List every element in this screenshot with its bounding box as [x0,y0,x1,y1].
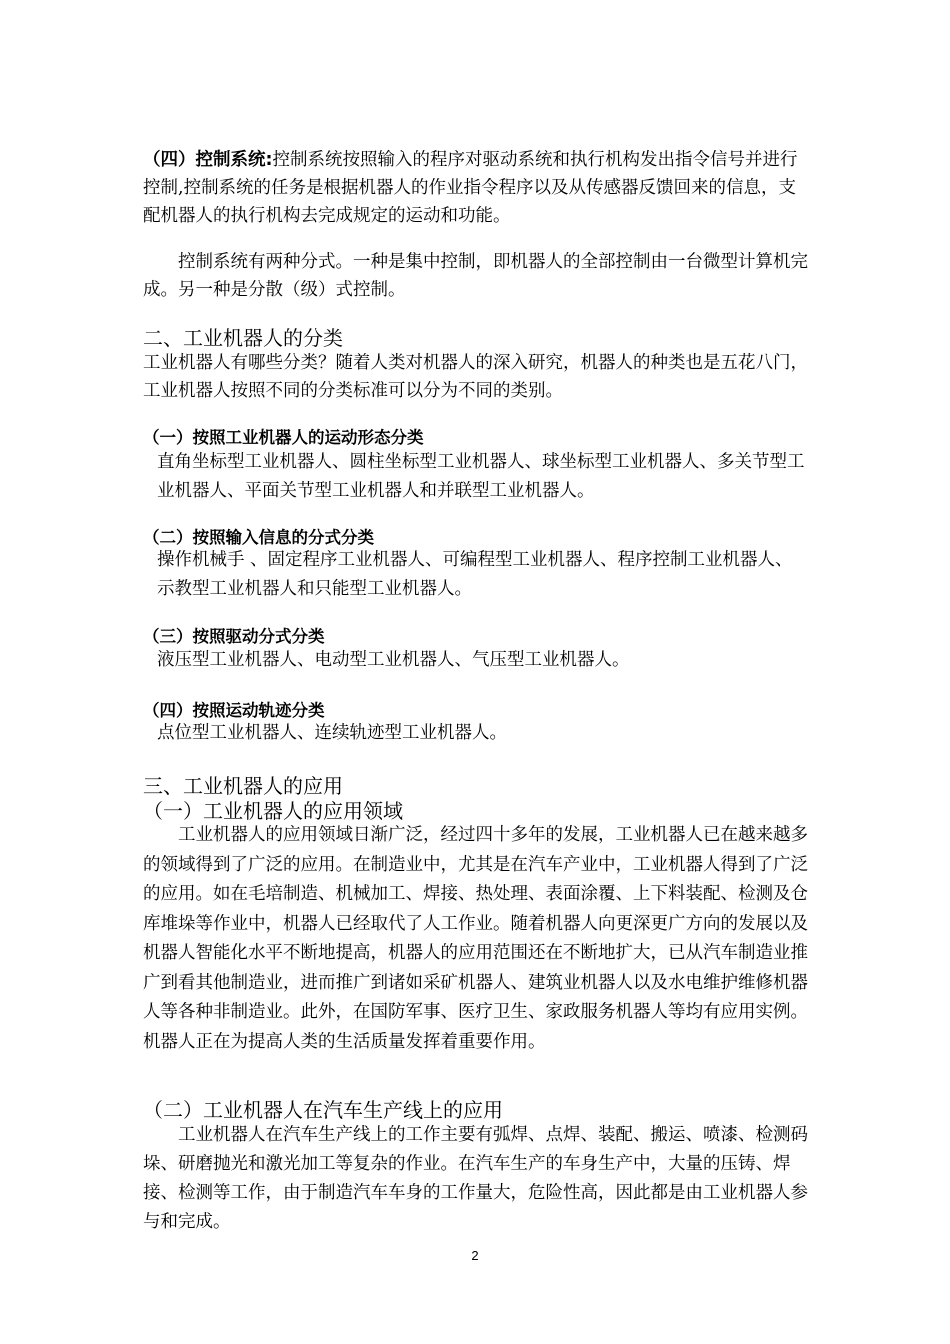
application-auto-title: （二）工业机器人在汽车生产线上的应用 [143,1098,503,1122]
section-title: （三）按照驱动分式分类 [143,627,325,646]
section-text: 直角坐标型工业机器人、圆柱坐标型工业机器人、球坐标型工业机器人、多关节型工业机器人、平面关节型工业机器人和并联型工业机器人。 [157,452,805,501]
application-fields-title: （一）工业机器人的应用领域 [143,799,403,823]
section-title: （二）按照输入信息的分式分类 [143,528,374,547]
control-modes-text: 控制系统有两种分式。一种是集中控制，即机器人的全部控制由一台微型计算机完成。另一种是分散（级）式控制。 [143,252,808,300]
control-system-label: （四）控制系统: [143,150,273,170]
section-title: （四）按照运动轨迹分类 [143,701,325,720]
section-text: 液压型工业机器人、电动型工业机器人、气压型工业机器人。 [157,650,630,670]
control-system-text: 控制系统按照输入的程序对驱动系统和执行机构发出指令信号并进行控制,控制系统的任务是根据机器人的作业指令程序以及从传感器反馈回来的信息，支配机器人的执行机构去完成规定的运动和功能。 [143,150,798,226]
section-text: 点位型工业机器人、连续轨迹型工业机器人。 [157,723,507,743]
application-heading: 三、工业机器人的应用 [143,774,343,798]
page-number: 2 [471,1248,479,1263]
section-title: （一）按照工业机器人的运动形态分类 [143,428,424,447]
classification-intro-text: 工业机器人有哪些分类？随着人类对机器人的深入研究，机器人的种类也是五花八门，工业机器人按照不同的分类标准可以分为不同的类别。 [143,353,808,401]
application-fields-text: 工业机器人的应用领域日渐广泛，经过四十多年的发展，工业机器人已在越来越多的领域得到了广泛的应用。在制造业中，尤其是在汽车产业中，工业机器人得到了广泛的应用。如在毛培制造、机械加工、焊接、热处理、表面涂覆、上下料装配、检测及仓库堆垛等作业中，机器人已经取代了人工作业。随着机器人向更深更广方向的发展以及机器人智能化水平不断地提高，机器人的应用范围还在不断地扩大，已从汽车制造业推广到看其他制造业，进而推广到诸如采矿机器人、建筑业机器人以及水电维护维修机器人等各种非制造业。此外，在国防军事、医疗卫生、家政服务机器人等均有应用实例。机器人正在为提高人类的生活质量发挥着重要作用。 [143,825,808,1052]
classification-heading: 二、工业机器人的分类 [143,326,343,350]
application-auto-paragraph [143,1121,811,1237]
control-modes-paragraph [143,248,811,304]
application-fields-paragraph [143,821,811,1057]
section-text: 操作机械手 、固定程序工业机器人、可编程型工业机器人、程序控制工业机器人、示教型工业机器人和只能型工业机器人。 [157,550,793,599]
application-auto-text: 工业机器人在汽车生产线上的工作主要有弧焊、点焊、装配、搬运、喷漆、检测码垛、研磨抛光和激光加工等复杂的作业。在汽车生产的车身生产中，大量的压铸、焊接、检测等工作，由于制造汽车车身的工作量大，危险性高，因此都是由工业机器人参与和完成。 [143,1125,808,1232]
control-system-paragraph [143,146,811,230]
classification-intro [143,349,811,405]
